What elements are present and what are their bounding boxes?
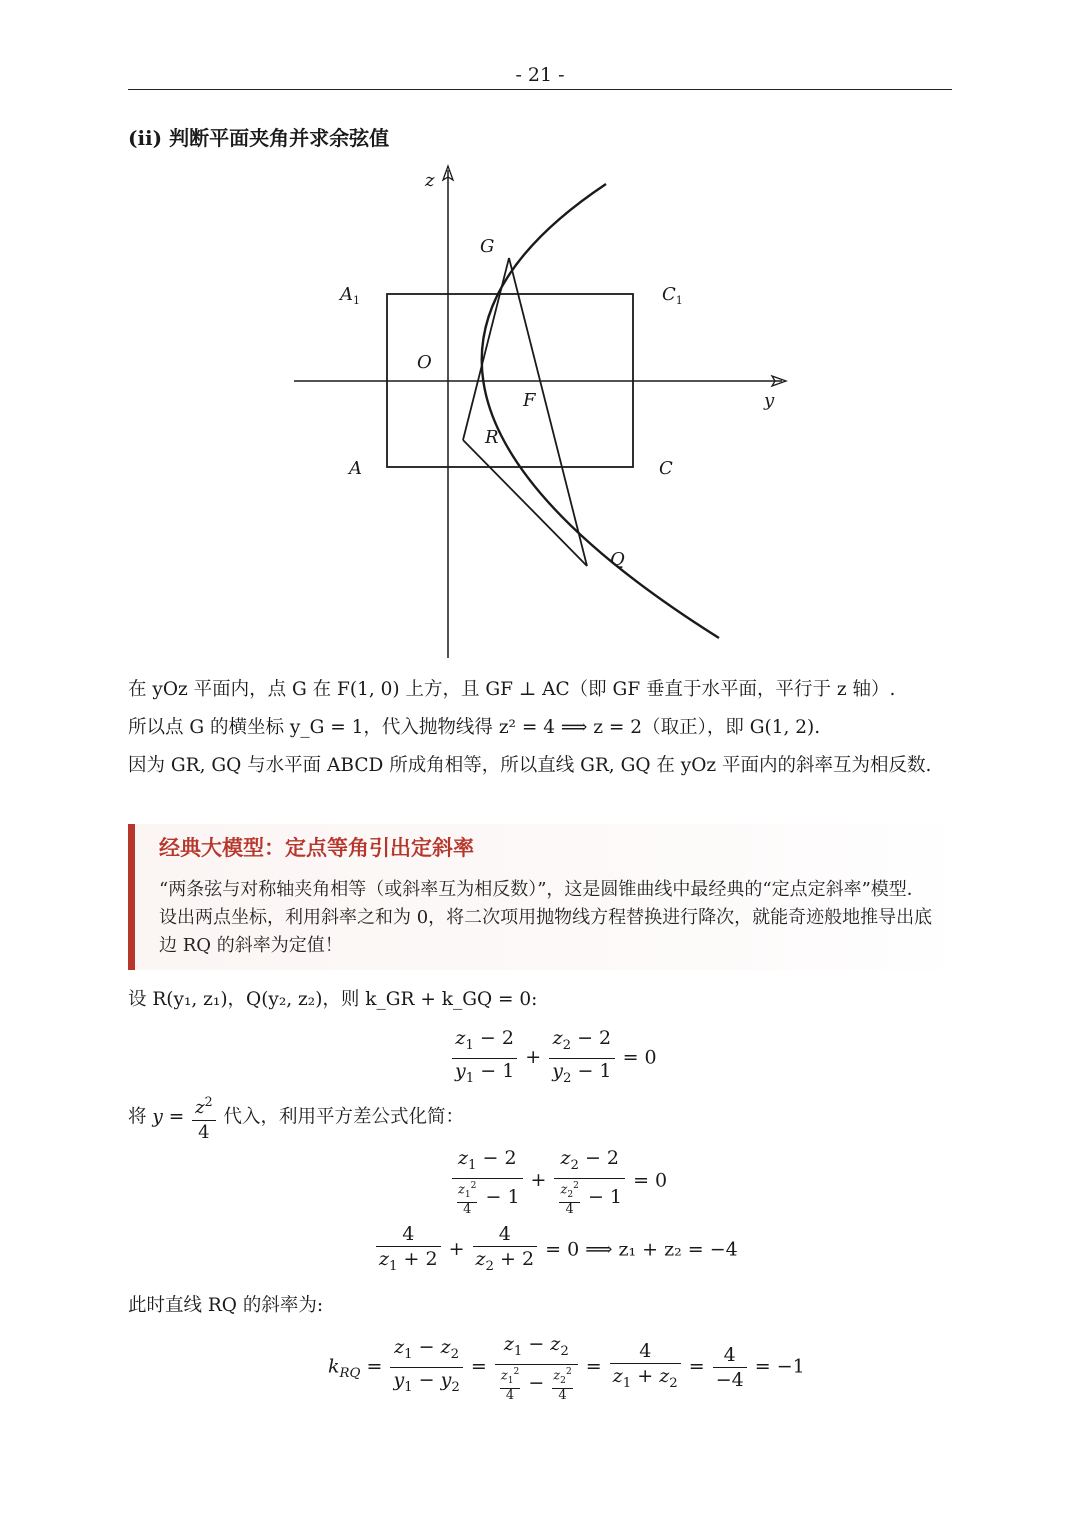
- label-y: y: [764, 390, 775, 411]
- label-C: C: [659, 458, 673, 479]
- parabola-figure: [280, 160, 800, 660]
- equation-1: $\frac{z_1 - 2}{y_1 - 1}$ + $\frac{z_2 - 2}{y_2 - 1}$ = 0: [450, 1026, 657, 1091]
- paragraph-1: 在 yOz 平面内，点 G 在 F(1, 0) 上方，且 GF ⊥ AC（即 GF 垂直于水平面，平行于 z 轴）.: [128, 679, 896, 700]
- paragraph-5: 将 y = $\frac{z^2}{4}$ 代入，利用平方差公式化简：: [128, 1090, 952, 1145]
- callout-title: 经典大模型：定点等角引出定斜率: [159, 835, 474, 860]
- label-z: z: [425, 170, 435, 191]
- label-Q: Q: [610, 549, 625, 570]
- label-A: A: [349, 458, 362, 479]
- paragraph-6: 此时直线 RQ 的斜率为:: [128, 1295, 324, 1316]
- segment-GR: [463, 258, 509, 440]
- label-A1: $A_1$: [340, 284, 360, 307]
- page-number: - 21 -: [515, 64, 565, 86]
- parabola-curve: [482, 184, 719, 638]
- paragraph-3: 因为 GR, GQ 与水平面 ABCD 所成角相等，所以直线 GR, GQ 在 yOz 平面内的斜率互为相反数.: [128, 755, 932, 776]
- equation-3-rhs: = 0 ⟹ z₁ + z₂ = −4: [545, 1238, 738, 1261]
- label-O: O: [417, 352, 432, 373]
- label-F: F: [523, 390, 536, 411]
- equation-3: $\frac{4}{z_1 + 2}$ + $\frac{4}{z_2 + 2}$ = 0 ⟹ z₁ + z₂ = −4: [374, 1222, 738, 1279]
- paragraph-2: 所以点 G 的横坐标 y_G = 1，代入抛物线得 z² = 4 ⟹ z = 2（取正），即 G(1, 2).: [128, 717, 821, 738]
- callout-box: [128, 824, 965, 970]
- segment-GQ: [509, 258, 587, 566]
- header-rule: [128, 89, 952, 90]
- equation-4: $k_{RQ}$ = $\frac{z_1 - z_2}{y_1 - y_2}$ = $z_1 - z_2$ $\frac{z_1^2}{4}$ − $\frac{z_2^2}{4}$ = $\frac{4}{z_1 + z_2}$ = $\frac{4}{-4}$ = −1: [328, 1333, 805, 1403]
- label-C1: $C_1$: [662, 284, 683, 307]
- label-R: R: [485, 427, 499, 448]
- section-heading: (ii) 判断平面夹角并求余弦值: [128, 126, 390, 150]
- label-G: G: [480, 236, 495, 257]
- equation-1-rhs: = 0: [622, 1046, 657, 1069]
- equation-2-rhs: = 0: [633, 1169, 668, 1192]
- equation-4-result: = −1: [754, 1355, 805, 1378]
- equation-2: $z_1 - 2$ $\frac{z_1^2}{4}$ − 1 + $z_2 - 2$ $\frac{z_2^2}{4}$ − 1 = 0: [450, 1146, 667, 1217]
- paragraph-4: 设 R(y₁, z₁)，Q(y₂, z₂)，则 k_GR + k_GQ = 0:: [128, 989, 538, 1010]
- segment-RQ: [463, 440, 587, 566]
- callout-body: “两条弦与对称轴夹角相等（或斜率互为相反数）”，这是圆锥曲线中最经典的“定点定斜率”模型．设出两点坐标，利用斜率之和为 0，将二次项用抛物线方程替换进行降次，就能奇迹般地推导出底边 RQ 的斜率为定值！: [159, 879, 933, 956]
